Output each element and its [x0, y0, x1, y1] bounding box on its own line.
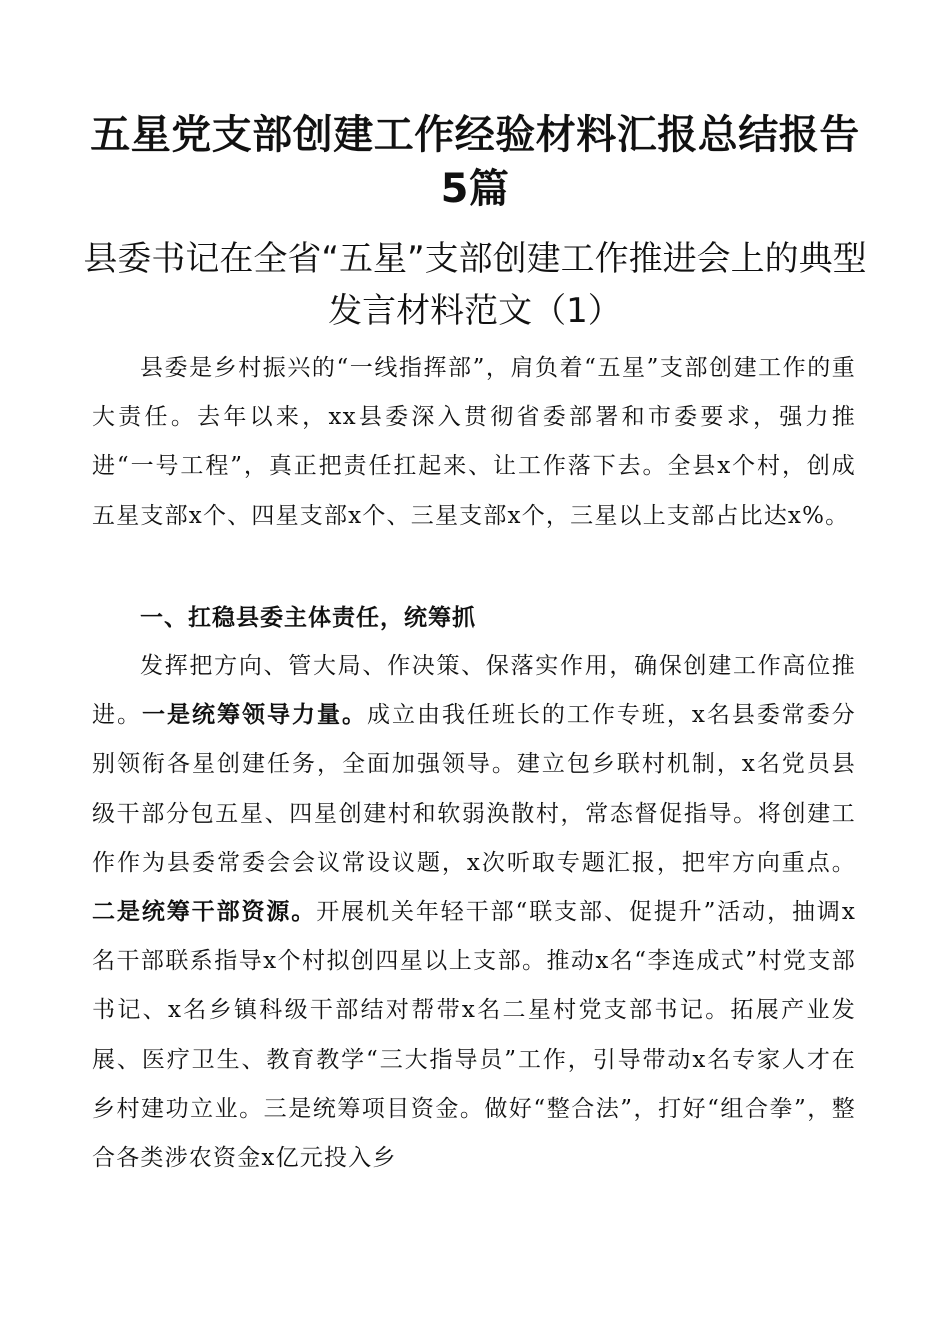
section-1-paragraph: [92, 642, 856, 1183]
intro-paragraph: 县委是乡村振兴的“一线指挥部”，肩负着“五星”支部创建工作的重大责任。去年以来，xx县委深入贯彻省委部署和市委要求，强力推进“一号工程”，真正把责任扛起来、让工作落下去。全县x个村，创成五星支部x个、四星支部x个、三星支部x个，三星以上支部占比达x%。: [92, 355, 856, 529]
document-title: 五星党支部创建工作经验材料汇报总结报告5篇: [90, 112, 860, 212]
document-subtitle: 县委书记在全省“五星”支部创建工作推进会上的典型发言材料范文（1）: [83, 239, 867, 331]
point-2-text: 开展机关年轻干部“联支部、促提升”活动，抽调x名干部联系指导x个村拟创四星以上支部。推动x名“李连成式”村党支部书记、x名乡镇科级干部结对帮带x名二星村党支部书记。拓展产业发展、医疗卫生、教育教学“三大指导员”工作，引导带动x名专家人才在乡村建功立业。三是统筹项目资金。做好“整合法”，打好“组合拳”，整合各类涉农资金x亿元投入乡: [92, 899, 856, 1172]
point-1-text: 成立由我任班长的工作专班，x名县委常委分别领衔各星创建任务，全面加强领导。建立包乡联村机制，x名党员县级干部分包五星、四星创建村和软弱涣散村，常态督促指导。将创建工作作为县委常委会会议常设议题，x次听取专题汇报，把牢方向重点。: [92, 702, 856, 876]
emphasis-point-1: 一是统筹领导力量。: [142, 702, 367, 729]
paragraph-intro-text: 发挥把方向、管大局、作决策、保落实作用，确保创建工作高位推进。: [92, 653, 856, 729]
emphasis-point-2: 二是统筹干部资源。: [92, 899, 317, 926]
section-heading-1: 一、扛稳县委主体责任，统筹抓: [140, 605, 476, 631]
